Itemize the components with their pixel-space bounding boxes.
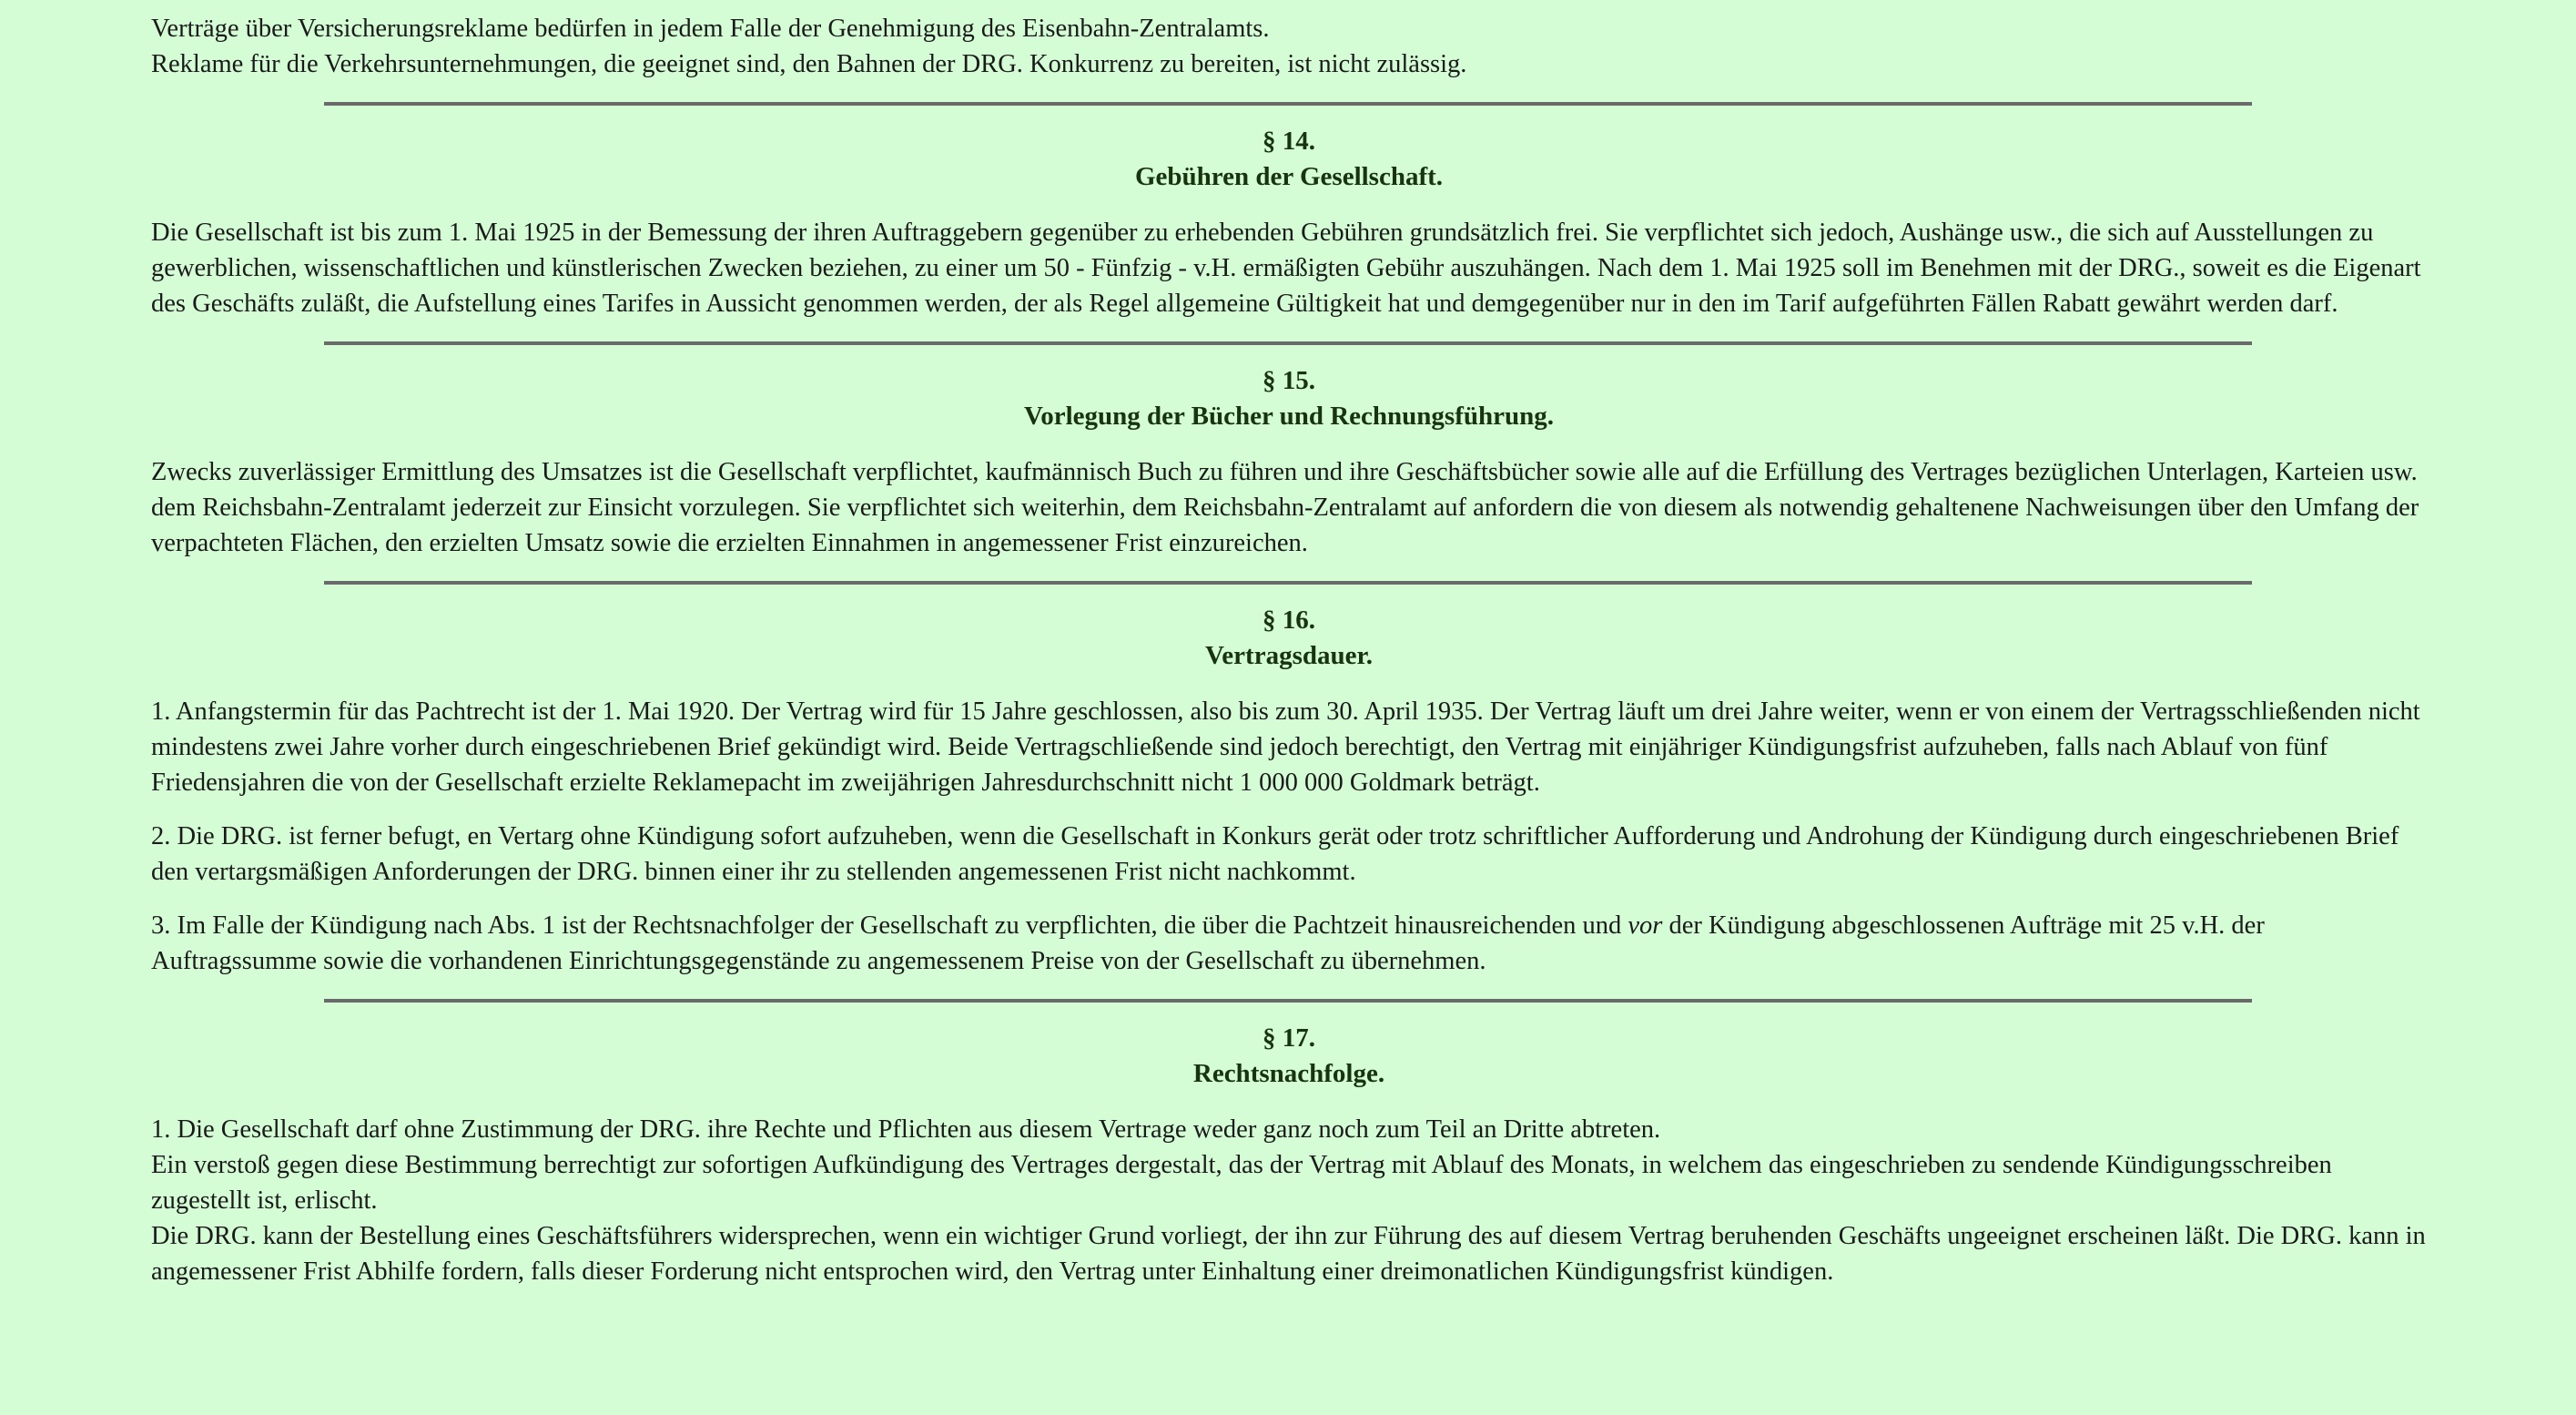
section-heading — [151, 124, 2427, 195]
intro-text — [151, 11, 2427, 82]
section-number: § 17. — [1263, 1023, 1315, 1053]
section-divider — [324, 102, 2252, 106]
section-title: Vorlegung der Bücher und Rechnungsführung. — [1023, 402, 1555, 431]
section-number: § 16. — [1263, 606, 1315, 635]
section-title: Rechtsnachfolge. — [1192, 1059, 1385, 1088]
intro-line: Reklame für die Verkehrsunternehmungen, die geeignet sind, den Bahnen der DRG. Konkurrenz zu bereiten, ist nicht zulässig. — [151, 50, 1467, 78]
section-14 — [151, 124, 2427, 321]
section-title: Vertragsdauer. — [1205, 641, 1373, 670]
emphasis: vor — [1628, 911, 1663, 940]
section-15 — [151, 363, 2427, 561]
section-heading — [151, 363, 2427, 434]
section-paragraph: 1. Die Gesellschaft darf ohne Zustimmung der DRG. ihre Rechte und Pflichten aus diesem Vertrage weder ganz noch zum Teil an Dritte abtreten. — [151, 1115, 1661, 1144]
section-paragraph: 2. Die DRG. ist ferner befugt, en Vertarg ohne Kündigung sofort aufzuheben, wenn die Gesellschaft in Konkurs gerät oder trotz schriftlicher Aufforderung und Androhung der Kündigung durch eingeschriebenen Brief den vertargsmäßigen Anforderungen der DRG. binnen einer ihr zu stellenden angemessenen Frist nicht nachkommt. — [151, 822, 2399, 886]
section-paragraph: 3. Im Falle der Kündigung nach Abs. 1 ist der Rechtsnachfolger der Gesellschaft zu verpflichten, die über die Pachtzeit hinausreichenden und vor der Kündigung abgeschlossenen Aufträge mit 25 v.H. der Auftragssumme sowie die vorhandenen Einrichtungsgegenstände zu angemessenem Preise von der Gesellschaft zu übernehmen. — [151, 911, 2265, 975]
section-paragraph: 1. Anfangstermin für das Pachtrecht ist der 1. Mai 1920. Der Vertrag wird für 15 Jahre geschlossen, also bis zum 30. April 1935. Der Vertrag läuft um drei Jahre weiter, wenn er von einem der Vertragsschließenden nicht mindestens zwei Jahre vorher durch eingeschriebenen Brief gekündigt wird. Beide Vertragschließende sind jedoch berechtigt, den Vertrag mit einjähriger Kündigungsfrist aufzuheben, falls nach Ablauf von fünf Friedensjahren die von der Gesellschaft erzielte Reklamepacht im zweijährigen Jahresdurchschnitt nicht 1 000 000 Goldmark beträgt. — [151, 697, 2420, 797]
section-paragraph: Die DRG. kann der Bestellung eines Geschäftsführers widersprechen, wenn ein wichtiger Grund vorliegt, der ihn zur Führung des auf diesem Vertrag beruhenden Geschäfts ungeeignet erscheinen läßt. Die DRG. kann in angemessener Frist Abhilfe fordern, falls dieser Forderung nicht entsprochen wird, den Vertrag unter Einhaltung einer dreimonatlichen Kündigungsfrist kündigen. — [151, 1222, 2426, 1286]
section-title: Gebühren der Gesellschaft. — [1134, 162, 1444, 191]
section-divider — [324, 581, 2252, 585]
section-heading — [151, 1021, 2427, 1092]
section-paragraph: Ein verstoß gegen diese Bestimmung berrechtigt zur sofortigen Aufkündigung des Vertrages dergestalt, das der Vertrag mit Ablauf des Monats, in welchem das eingeschrieben zu sendende Kündigungsschreiben zugestellt ist, erlischt. — [151, 1151, 2332, 1215]
section-divider — [324, 999, 2252, 1003]
section-16 — [151, 603, 2427, 979]
document-content — [151, 11, 2427, 1289]
section-heading — [151, 603, 2427, 674]
section-paragraph: Die Gesellschaft ist bis zum 1. Mai 1925 in der Bemessung der ihren Auftraggebern gegenüber zu erhebenden Gebühren grundsätzlich frei. Sie verpflichtet sich jedoch, Aushänge usw., die sich auf Ausstellungen zu gewerblichen, wissenschaftlichen und künstlerischen Zwecken beziehen, zu einer um 50 - Fünfzig - v.H. ermäßigten Gebühr auszuhängen. Nach dem 1. Mai 1925 soll im Benehmen mit der DRG., soweit es die Eigenart des Geschäfts zuläßt, die Aufstellung eines Tarifes in Aussicht genommen werden, der als Regel allgemeine Gültigkeit hat und demgegenüber nur in den im Tarif aufgeführten Fällen Rabatt gewährt werden darf. — [151, 219, 2421, 318]
section-17 — [151, 1021, 2427, 1289]
intro-line: Verträge über Versicherungsreklame bedürfen in jedem Falle der Genehmigung des Eisenbahn-Zentralamts. — [151, 15, 1270, 43]
section-paragraph-group — [151, 1112, 2427, 1289]
section-divider — [324, 341, 2252, 345]
section-number: § 14. — [1263, 127, 1315, 156]
section-number: § 15. — [1263, 366, 1315, 395]
section-paragraph: Zwecks zuverlässiger Ermittlung des Umsatzes ist die Gesellschaft verpflichtet, kaufmännisch Buch zu führen und ihre Geschäftsbücher sowie alle auf die Erfüllung des Vertrages bezüglichen Unterlagen, Karteien usw. dem Reichsbahn-Zentralamt jederzeit zur Einsicht vorzulegen. Sie verpflichtet sich weiterhin, dem Reichsbahn-Zentralamt auf anfordern die von diesem als notwendig gehaltenene Nachweisungen über den Umfang der verpachteten Flächen, den erzielten Umsatz sowie die erzielten Einnahmen in angemessener Frist einzureichen. — [151, 458, 2419, 557]
